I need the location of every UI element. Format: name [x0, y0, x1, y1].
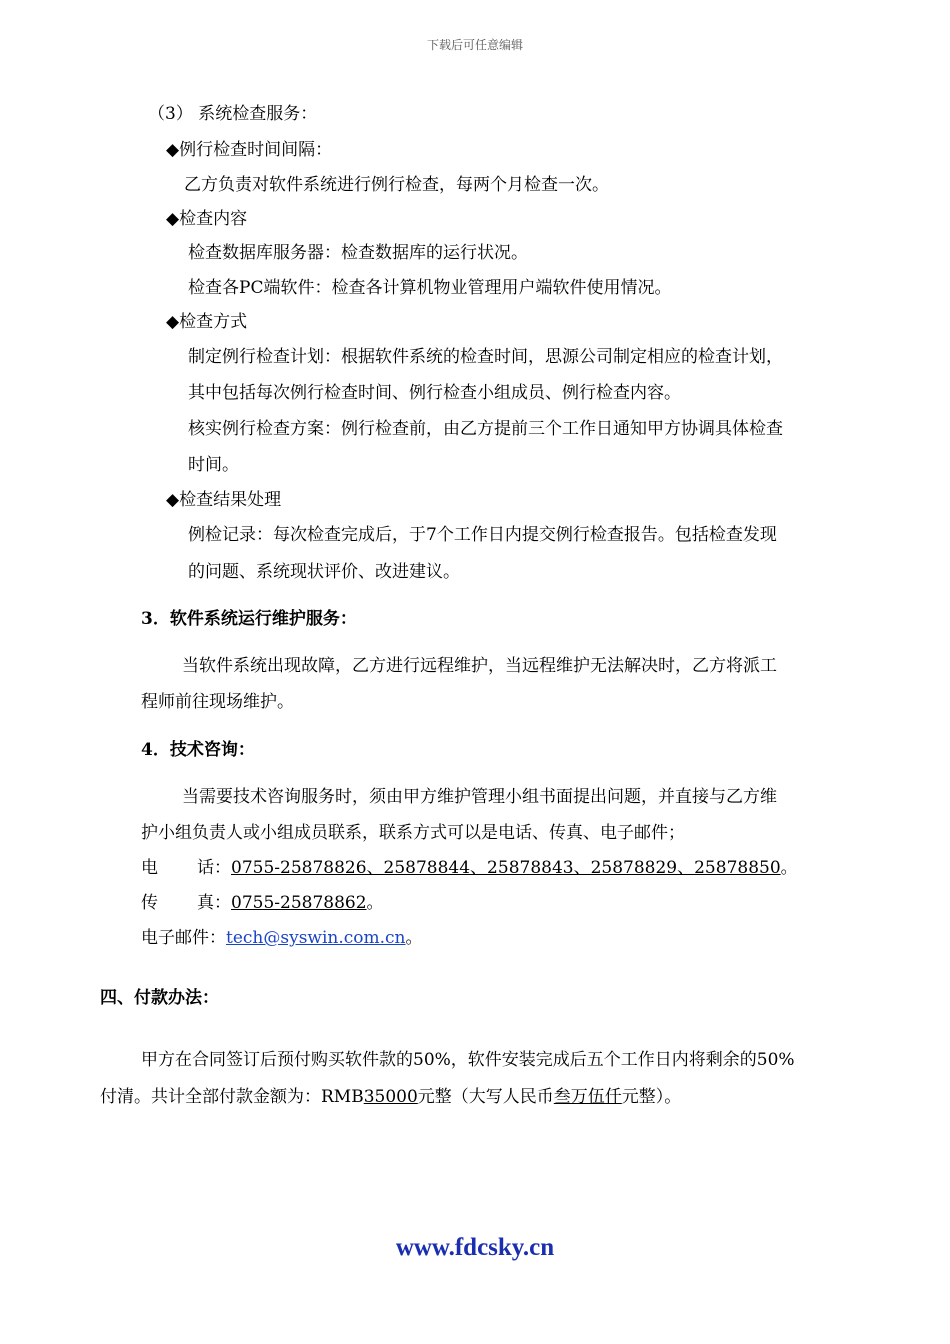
item-4-line-1: 当需要技术咨询服务时，须由甲方维护管理小组书面提出问题，并直接与乙方维 [182, 787, 777, 807]
fax-number: 0755-25878862 [231, 893, 367, 913]
footer-website: www.fdcsky.cn [395, 1234, 555, 1261]
inspection-result-line-2: 的问题、系统现状评价、改进建议。 [188, 562, 460, 582]
fax-end: 。 [366, 893, 384, 913]
email-label: 电子邮件： [141, 928, 226, 948]
inspection-content-line-2: 检查各PC端软件：检查各计算机物业管理用户端软件使用情况。 [188, 278, 672, 298]
fax-label-b: 真： [197, 893, 231, 913]
email-link[interactable]: tech@syswin.com.cn [226, 928, 406, 948]
payment-section-title: 四、付款办法： [100, 988, 219, 1008]
page-header-note: 下载后可任意编辑 [426, 38, 523, 52]
item-4-line-2: 护小组负责人或小组成员联系，联系方式可以是电话、传真、电子邮件； [141, 823, 685, 843]
inspection-interval-text: 乙方负责对软件系统进行例行检查，每两个月检查一次。 [184, 175, 609, 195]
inspection-result-line-1: 例检记录：每次检查完成后，于7个工作日内提交例行检查报告。包括检查发现 [188, 525, 777, 545]
phone-end: 。 [780, 858, 798, 878]
inspection-method-line-3: 核实例行检查方案：例行检查前，由乙方提前三个工作日通知甲方协调具体检查 [188, 419, 783, 439]
payment-text-b: 元整（大写人民币 [417, 1087, 554, 1107]
payment-line-2 [100, 1086, 681, 1108]
item-3-line-2: 程师前往现场维护。 [141, 692, 294, 712]
phone-row [141, 857, 798, 879]
fax-row [141, 892, 384, 914]
item-3-title: 3．软件系统运行维护服务： [141, 609, 357, 629]
payment-text-a: 付清。共计全部付款金额为：RMB [100, 1087, 364, 1107]
inspection-content-line-1: 检查数据库服务器：检查数据库的运行状况。 [188, 243, 528, 263]
bullet-inspection-result: ◆检查结果处理 [166, 490, 282, 510]
email-row [141, 927, 423, 949]
inspection-method-line-1: 制定例行检查计划：根据软件系统的检查时间，思源公司制定相应的检查计划， [188, 347, 783, 367]
phone-label-a: 电 [141, 858, 158, 878]
section-3-title: （3） 系统检查服务： [148, 104, 318, 124]
item-3-line-1: 当软件系统出现故障，乙方进行远程维护，当远程维护无法解决时，乙方将派工 [182, 656, 777, 676]
inspection-method-line-4: 时间。 [188, 455, 239, 475]
email-end: 。 [405, 928, 423, 948]
payment-text-c: 元整）。 [621, 1087, 682, 1107]
inspection-method-line-2: 其中包括每次例行检查时间、例行检查小组成员、例行检查内容。 [188, 383, 681, 403]
phone-numbers: 0755-25878826、25878844、25878843、25878829、25878850 [231, 858, 781, 878]
item-4-title: 4．技术咨询： [141, 740, 255, 760]
bullet-inspection-interval: ◆例行检查时间间隔： [166, 140, 333, 160]
phone-label-b: 话： [197, 858, 231, 878]
payment-amount-chinese: 叁万伍仟 [553, 1087, 622, 1107]
payment-line-1: 甲方在合同签订后预付购买软件款的50%，软件安装完成后五个工作日内将剩余的50% [141, 1050, 795, 1070]
fax-label-a: 传 [141, 893, 158, 913]
bullet-inspection-method: ◆检查方式 [166, 312, 248, 332]
payment-amount: 35000 [363, 1087, 418, 1107]
bullet-inspection-content: ◆检查内容 [166, 209, 248, 229]
